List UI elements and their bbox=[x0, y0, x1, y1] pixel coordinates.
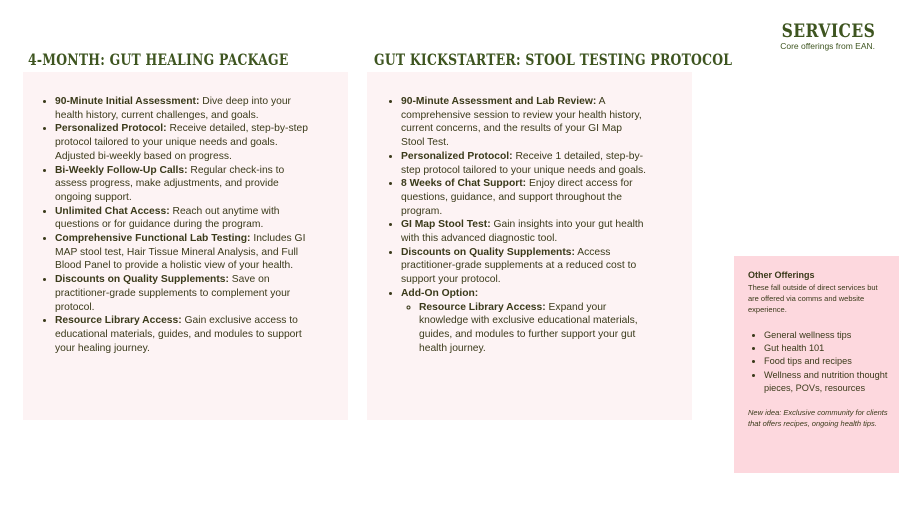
list-item: ◦ Resource Library Access: Expand your knowledge with exclusive educational materials, guides, and modules to further support your gut health journey. bbox=[419, 301, 648, 356]
list-item: • Wellness and nutrition thought pieces, POVs, resources bbox=[764, 369, 888, 395]
package2-card bbox=[367, 72, 692, 420]
list-item: • 90-Minute Assessment and Lab Review: A comprehensive session to review your health history, current concerns, and the results of your GI Map Stool Test. bbox=[401, 95, 648, 150]
new-idea-note: New idea: Exclusive community for clients that offers recipes, ongoing health tips. bbox=[748, 408, 888, 429]
list-item: • Food tips and recipes bbox=[764, 355, 888, 368]
package2-title: GUT KICKSTARTER: STOOL TESTING PROTOCOL bbox=[374, 50, 733, 69]
other-offerings-panel bbox=[734, 256, 899, 473]
list-item: • Gut health 101 bbox=[764, 342, 888, 355]
package2-list bbox=[379, 95, 648, 355]
addon-list bbox=[401, 301, 648, 356]
list-item: • Add-On Option: ◦ Resource Library Access: Expand your knowledge with exclusive educational materials, guides, and modules to further support your gut health journey. bbox=[401, 287, 648, 356]
services-subtitle: Core offerings from EAN. bbox=[780, 41, 875, 51]
other-offerings-title: Other Offerings bbox=[748, 270, 815, 280]
list-item: • Bi-Weekly Follow-Up Calls: Regular check-ins to assess progress, make adjustments, and provide ongoing support. bbox=[55, 164, 308, 205]
list-item: • Unlimited Chat Access: Reach out anytime with questions or for guidance during the program. bbox=[55, 205, 308, 232]
list-item: • GI Map Stool Test: Gain insights into your gut health with this advanced diagnostic tool. bbox=[401, 218, 648, 245]
other-offerings-list bbox=[748, 329, 888, 395]
list-item: • Personalized Protocol: Receive 1 detailed, step-by-step protocol tailored to your unique needs and goals. bbox=[401, 150, 648, 177]
package1-list bbox=[33, 95, 308, 355]
package1-card bbox=[23, 72, 348, 420]
list-item: • General wellness tips bbox=[764, 329, 888, 342]
list-item: • 90-Minute Initial Assessment: Dive deep into your health history, current challenges, and goals. bbox=[55, 95, 308, 122]
list-item: • Discounts on Quality Supplements: Access practitioner-grade supplements at a reduced cost to support your protocol. bbox=[401, 246, 648, 287]
list-item: • Personalized Protocol: Receive detailed, step-by-step protocol tailored to your unique needs and goals. Adjusted bi-weekly based on progress. bbox=[55, 122, 308, 163]
list-item: • 8 Weeks of Chat Support: Enjoy direct access for questions, guidance, and support throughout the program. bbox=[401, 177, 648, 218]
list-item: • Resource Library Access: Gain exclusive access to educational materials, guides, and modules to support your healing journey. bbox=[55, 314, 308, 355]
services-title: SERVICES bbox=[781, 20, 875, 42]
package1-title: 4-MONTH: GUT HEALING PACKAGE bbox=[28, 50, 289, 69]
list-item: • Discounts on Quality Supplements: Save on practitioner-grade supplements to complement your protocol. bbox=[55, 273, 308, 314]
list-item: • Comprehensive Functional Lab Testing: Includes GI MAP stool test, Hair Tissue Mineral Analysis, and Full Blood Panel to provide a holistic view of your health. bbox=[55, 232, 308, 273]
other-offerings-description: These fall outside of direct services but are offered via comms and website experience. bbox=[748, 283, 878, 314]
